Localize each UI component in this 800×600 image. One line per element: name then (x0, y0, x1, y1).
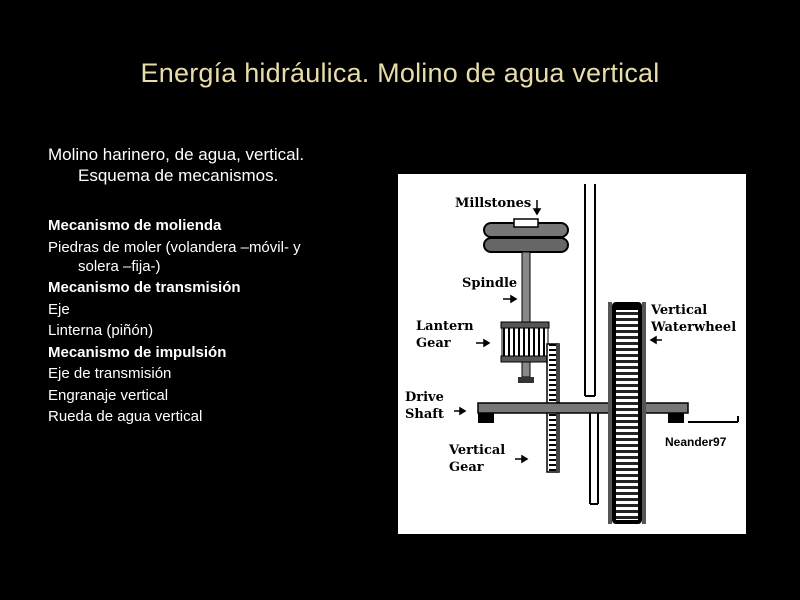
list-item-engranaje: Engranaje vertical (48, 386, 169, 404)
list-item-eje: Eje (48, 300, 70, 318)
watermill-diagram (398, 174, 746, 534)
list-item-piedras-line1: Piedras de moler (volandera –móvil- y (48, 238, 301, 256)
watermill-diagram-svg (398, 174, 746, 534)
intro-line-1: Molino harinero, de agua, vertical. (48, 145, 305, 164)
list-heading-impulsion: Mecanismo de impulsión (48, 343, 227, 361)
slide-title: Energía hidráulica. Molino de agua vertical (140, 58, 660, 88)
frame-lines (585, 184, 738, 504)
list-item-piedras-line2: solera –fija-) (78, 257, 161, 275)
list-item-linterna: Linterna (piñón) (48, 322, 154, 339)
label-vertical-waterwheel-line1: Vertical (651, 303, 708, 318)
label-vertical-waterwheel-line2: Waterwheel (651, 320, 737, 335)
intro-line-2: Esquema de mecanismos. (78, 166, 279, 185)
lantern-gear (501, 322, 549, 362)
label-credit: Neander97 (665, 435, 727, 449)
mechanism-list (48, 216, 388, 429)
list-item-piedras (48, 238, 388, 276)
label-drive-shaft-line2: Shaft (405, 407, 444, 422)
list-item-rueda: Rueda de agua vertical (48, 408, 203, 425)
label-vertical-gear-line1: Vertical (449, 443, 506, 458)
list-heading-molienda: Mecanismo de molienda (48, 217, 222, 234)
label-millstones: Millstones (455, 196, 532, 211)
intro-text (48, 144, 393, 186)
label-lantern-line1: Lantern (416, 319, 474, 334)
label-spindle: Spindle (462, 276, 518, 291)
list-item-eje-transmision: Eje de transmisión (48, 365, 172, 382)
label-vertical-gear-line2: Gear (449, 460, 484, 475)
millstones (484, 219, 568, 252)
list-heading-transmision: Mecanismo de transmisión (48, 279, 241, 296)
label-lantern-line2: Gear (416, 336, 451, 351)
label-drive-shaft-line1: Drive (405, 390, 444, 405)
vertical-waterwheel (608, 302, 646, 524)
drive-shaft (478, 403, 688, 423)
spindle (518, 252, 534, 383)
